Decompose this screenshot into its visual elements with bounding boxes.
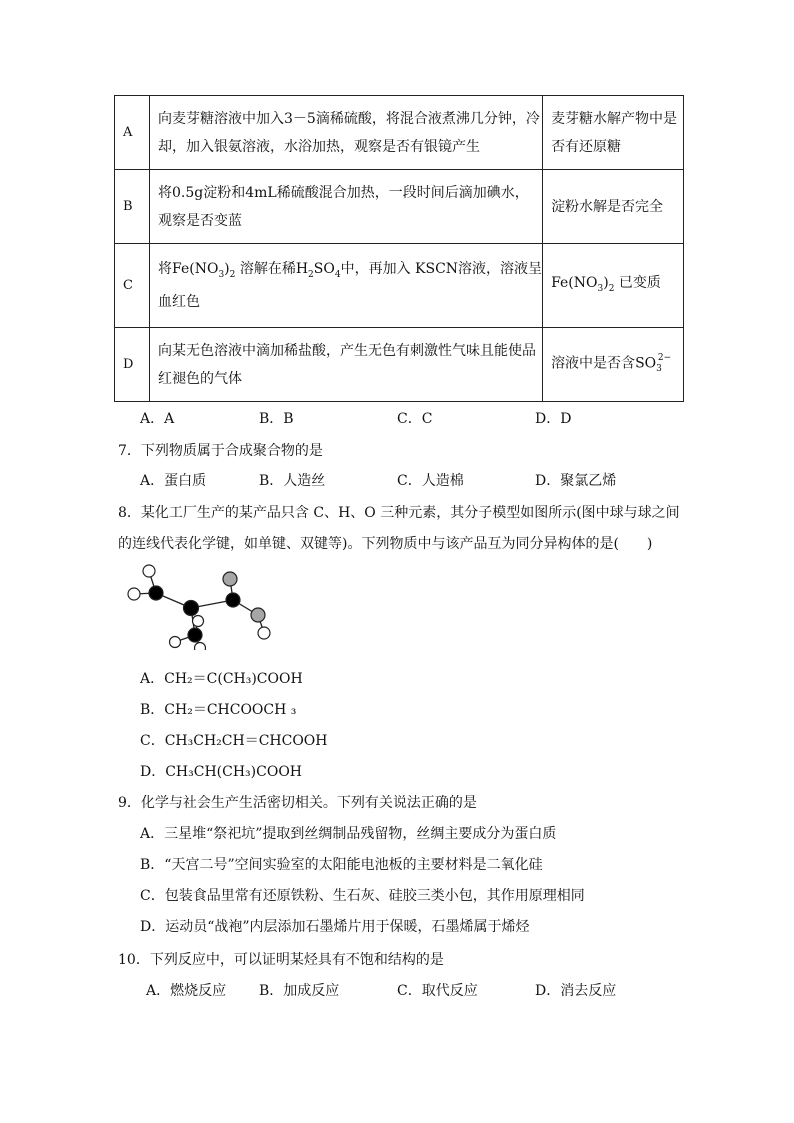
option-d[interactable]: D．运动员“战袍”内层添加石墨烯片用于保暖，石墨烯属于烯烃 <box>140 919 530 935</box>
carbon-atom <box>188 628 202 642</box>
text: 已变质 <box>618 274 661 291</box>
purpose-cell <box>543 170 684 244</box>
option-c[interactable]: C．取代反应 <box>397 983 478 999</box>
option-b[interactable]: B．B <box>259 411 294 427</box>
option-c[interactable]: C．人造棉 <box>397 473 464 489</box>
text: 将 <box>158 260 172 277</box>
option-a[interactable]: A．CH₂＝C(CH₃)COOH <box>140 671 303 687</box>
purpose-line: 否有还原糖 <box>551 138 622 155</box>
purpose-line: 麦芽糖水解产物中是 <box>551 110 678 127</box>
option-b[interactable]: B．CH₂＝CHCOOCH ₃ <box>140 702 297 718</box>
hydrogen-atom <box>258 627 270 639</box>
option-c[interactable]: C．C <box>397 411 433 427</box>
option-b[interactable]: B．“天宫二号”空间实验室的太阳能电池板的主要材料是二氧化硅 <box>140 857 543 873</box>
hydrogen-atom <box>193 616 204 627</box>
operation-line: 红褪色的气体 <box>158 370 242 387</box>
table-row <box>115 244 684 328</box>
row-label: D <box>115 328 150 402</box>
text: 溶液中是否含 <box>551 355 636 372</box>
purpose-line: $Fe(NO_3)_2$ 已变质 <box>551 274 661 294</box>
question-10-stem: 10．下列反应中，可以证明某烃具有不饱和结构的是 <box>118 952 444 968</box>
experiment-table <box>114 95 684 402</box>
table-row <box>115 328 684 402</box>
oxygen-atom <box>223 572 237 586</box>
operation-line: 观察是否变蓝 <box>158 212 242 229</box>
operation-line: 却，加入银氨溶液，水浴加热，观察是否有银镜产生 <box>158 138 480 155</box>
purpose-line: 溶液中是否含$SO_3^{2-}$ <box>551 352 672 375</box>
hydrogen-atom <box>128 588 140 600</box>
option-a[interactable]: A．三星堆“祭祀坑”提取到丝绸制品残留物，丝绸主要成分为蛋白质 <box>140 826 557 842</box>
operation-line: 血红色 <box>158 294 200 311</box>
option-d[interactable]: D．CH₃CH(CH₃)COOH <box>140 764 303 780</box>
carbon-atom <box>226 593 240 607</box>
row-label: C <box>115 244 150 328</box>
table-row <box>115 96 684 170</box>
option-a[interactable]: A．蛋白质 <box>140 473 207 489</box>
question-7-stem: 7．下列物质属于合成聚合物的是 <box>118 443 323 459</box>
text: 中，再加入 KSCN溶液，溶液呈 <box>340 260 543 277</box>
option-d[interactable]: D．聚氯乙烯 <box>535 473 617 489</box>
purpose-cell <box>543 328 684 402</box>
operation-cell <box>150 96 543 170</box>
purpose-line: 淀粉水解是否完全 <box>551 198 664 215</box>
operation-cell <box>150 170 543 244</box>
purpose-cell <box>543 244 684 328</box>
molecule-model-diagram <box>118 560 283 650</box>
oxygen-atom <box>251 608 265 622</box>
hydrogen-atom <box>195 643 206 651</box>
option-b[interactable]: B．人造丝 <box>259 473 326 489</box>
carbon-atom <box>184 601 199 616</box>
option-c[interactable]: C．包装食品里常有还原铁粉、生石灰、硅胶三类小包，其作用原理相同 <box>140 888 585 904</box>
option-a[interactable]: A．燃烧反应 <box>146 983 227 999</box>
row-label: B <box>115 170 150 244</box>
operation-line: 向麦芽糖溶液中加入3－5滴稀硫酸，将混合液煮沸几分钟，冷 <box>158 110 540 127</box>
question-8-stem-line-1: 8．某化工厂生产的某产品只含 C、H、O 三种元素，其分子模型如图所示(图中球与球之间 <box>118 505 680 521</box>
operation-line: 将$Fe(NO_3)_2$ 溶解在稀$H_2SO_4$中，再加入 KSCN溶液，溶液呈 <box>158 260 543 280</box>
hydrogen-atom <box>170 637 181 648</box>
option-b[interactable]: B．加成反应 <box>259 983 340 999</box>
carbon-atom <box>149 586 163 600</box>
text: 溶解在稀 <box>239 260 296 277</box>
operation-line: 向某无色溶液中滴加稀盐酸，产生无色有刺激性气味且能使品 <box>158 342 536 359</box>
option-a[interactable]: A．A <box>140 411 175 427</box>
operation-cell <box>150 244 543 328</box>
option-c[interactable]: C．CH₃CH₂CH＝CHCOOH <box>140 733 328 749</box>
option-d[interactable]: D．消去反应 <box>535 983 617 999</box>
table-row <box>115 170 684 244</box>
operation-line: 将0.5g淀粉和4mL稀硫酸混合加热，一段时间后滴加碘水， <box>158 184 529 201</box>
operation-cell <box>150 328 543 402</box>
question-9-stem: 9．化学与社会生产生活密切相关。下列有关说法正确的是 <box>118 795 477 811</box>
question-8-stem-line-2: 的连线代表化学键，如单键、双键等)。下列物质中与该产品互为同分异构体的是( ) <box>118 536 653 552</box>
row-label: A <box>115 96 150 170</box>
purpose-cell <box>543 96 684 170</box>
hydrogen-atom <box>143 565 155 577</box>
option-d[interactable]: D．D <box>535 411 572 427</box>
